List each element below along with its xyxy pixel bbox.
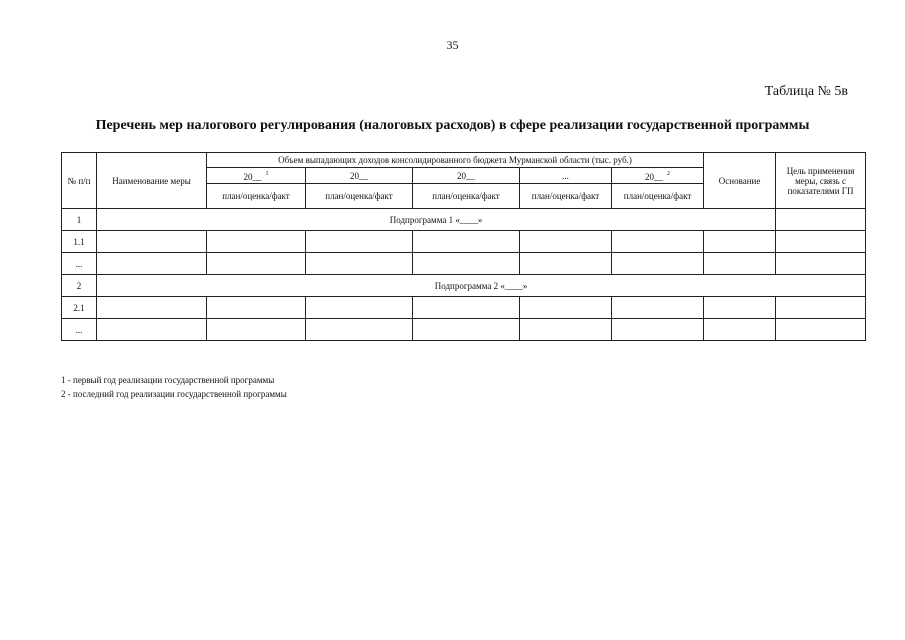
row-num: ... [62, 253, 97, 275]
footnotes [61, 373, 287, 401]
cell [520, 319, 612, 341]
header-basis: Основание [704, 153, 776, 209]
cell [97, 231, 207, 253]
table-row [62, 319, 866, 341]
cell [776, 231, 866, 253]
cell [612, 297, 704, 319]
table-row [62, 231, 866, 253]
cell [520, 253, 612, 275]
cell [97, 297, 207, 319]
document-title: Перечень мер налогового регулирования (налоговых расходов) в сфере реализации государственной программы [95, 118, 810, 133]
cell [413, 231, 520, 253]
cell [776, 209, 866, 231]
header-year: ... [520, 168, 612, 184]
cell [207, 231, 306, 253]
subprogram-name: Подпрограмма 1 «____» [97, 209, 776, 231]
cell [413, 253, 520, 275]
cell [207, 319, 306, 341]
cell [776, 319, 866, 341]
cell [612, 319, 704, 341]
page-number: 35 [446, 38, 459, 52]
cell [776, 253, 866, 275]
footnote-ref: 2 [667, 171, 671, 177]
row-num: 1.1 [62, 231, 97, 253]
table-row [62, 253, 866, 275]
subprogram-name: Подпрограмма 2 «____» [97, 275, 866, 297]
header-plan-fact: план/оценка/факт [612, 184, 704, 209]
cell [413, 297, 520, 319]
cell [520, 231, 612, 253]
cell [704, 297, 776, 319]
header-year: 20__ $^1$ [207, 168, 306, 184]
cell [306, 253, 413, 275]
cell [97, 253, 207, 275]
header-plan-fact: план/оценка/факт [207, 184, 306, 209]
cell [776, 297, 866, 319]
header-name: Наименование меры [97, 153, 207, 209]
header-year: 20__ [306, 168, 413, 184]
row-num: 1 [62, 209, 97, 231]
table-label: Таблица № 5в [764, 84, 848, 99]
footnote-ref: 1 [265, 171, 269, 177]
cell [306, 319, 413, 341]
cell [520, 297, 612, 319]
header-year: 20__ $^2$ [612, 168, 704, 184]
cell [207, 253, 306, 275]
tax-measures-table [61, 152, 866, 341]
header-plan-fact: план/оценка/факт [520, 184, 612, 209]
cell [207, 297, 306, 319]
cell [704, 231, 776, 253]
cell [704, 253, 776, 275]
table-row [62, 209, 866, 231]
footnote-1: 1 - первый год реализации государственной программы [61, 375, 275, 385]
table-row [62, 297, 866, 319]
cell [612, 231, 704, 253]
header-volume: Объем выпадающих доходов консолидированного бюджета Мурманской области (тыс. руб.) [207, 153, 704, 168]
footnote-2: 2 - последний год реализации государственной программы [61, 389, 287, 399]
table-row [62, 275, 866, 297]
header-goal: Цель применения меры, связь с показателями ГП [776, 153, 866, 209]
cell [413, 319, 520, 341]
row-num: 2 [62, 275, 97, 297]
header-plan-fact: план/оценка/факт [413, 184, 520, 209]
cell [612, 253, 704, 275]
cell [97, 319, 207, 341]
header-plan-fact: план/оценка/факт [306, 184, 413, 209]
cell [306, 231, 413, 253]
cell [704, 319, 776, 341]
row-num: ... [62, 319, 97, 341]
cell [306, 297, 413, 319]
header-num: № п/п [62, 153, 97, 209]
row-num: 2.1 [62, 297, 97, 319]
header-year: 20__ [413, 168, 520, 184]
